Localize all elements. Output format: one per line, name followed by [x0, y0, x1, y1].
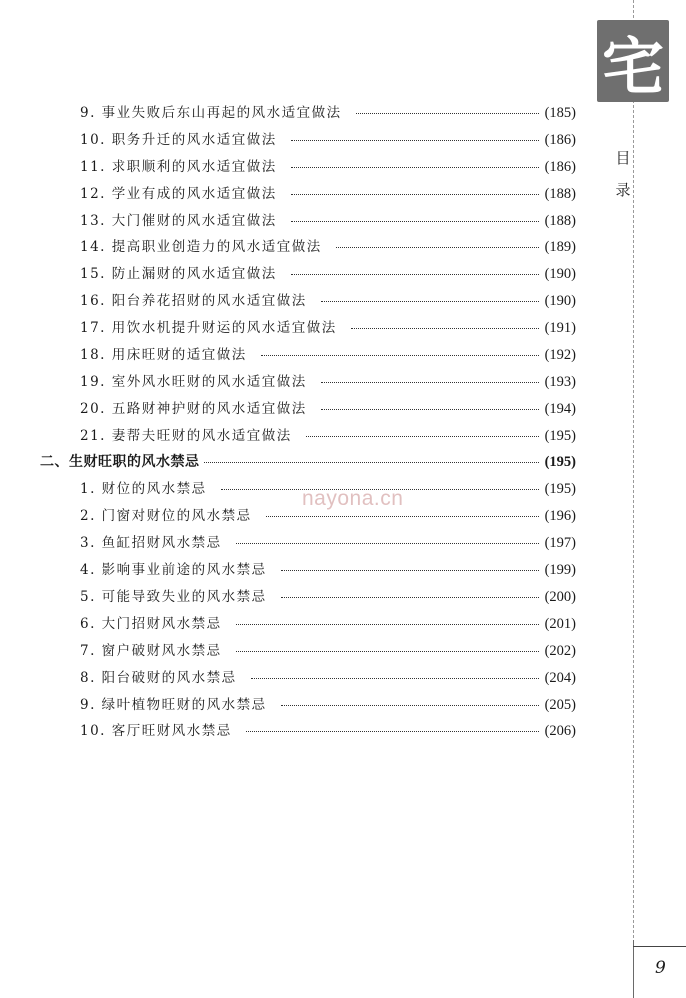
toc-entry-title: 3. 鱼缸招财风水禁忌 [80, 535, 222, 552]
toc-dot-leader [351, 328, 539, 329]
toc-dot-leader [336, 247, 539, 248]
toc-entry-page: (199) [544, 562, 576, 579]
toc-entry[interactable] [40, 155, 576, 182]
toc-entry-page: (195) [544, 427, 576, 444]
toc-entry-title: 2. 门窗对财位的风水禁忌 [80, 508, 252, 525]
toc-dot-leader [236, 651, 539, 652]
table-of-contents [40, 101, 576, 746]
toc-dot-leader [261, 355, 539, 356]
toc-entry-title: 18. 用床旺财的适宜做法 [80, 347, 247, 364]
toc-entry-title: 4. 影响事业前途的风水禁忌 [80, 562, 267, 579]
chapter-badge-char: 宅 [601, 29, 664, 103]
toc-entry-page: (197) [544, 535, 576, 552]
toc-entry-page: (191) [544, 320, 576, 337]
toc-entry[interactable] [40, 666, 576, 693]
toc-dot-leader [246, 731, 539, 732]
toc-dot-leader [291, 274, 539, 275]
toc-entry-title: 15. 防止漏财的风水适宜做法 [80, 266, 277, 283]
toc-entry-page: (189) [544, 239, 576, 256]
toc-entry-page: (186) [544, 158, 576, 175]
toc-section-heading[interactable] [40, 451, 576, 478]
toc-entry-title: 16. 阳台养花招财的风水适宜做法 [80, 293, 307, 310]
toc-entry[interactable] [40, 209, 576, 236]
watermark: nayona.cn [302, 487, 404, 510]
toc-entry-title: 20. 五路财神护财的风水适宜做法 [80, 400, 307, 417]
toc-entry-page: (194) [544, 400, 576, 417]
toc-dot-leader [321, 301, 539, 302]
toc-entry-page: (202) [544, 642, 576, 659]
toc-entry[interactable] [40, 612, 576, 639]
toc-entry-page: (192) [544, 347, 576, 364]
toc-entry-page: (201) [544, 615, 576, 632]
toc-entry-page: (188) [544, 185, 576, 202]
toc-entry[interactable] [40, 182, 576, 209]
section-label [611, 142, 635, 206]
toc-entry-title: 10. 职务升迁的风水适宜做法 [80, 131, 277, 148]
toc-entry[interactable] [40, 128, 576, 155]
toc-entry-title: 13. 大门催财的风水适宜做法 [80, 212, 277, 229]
toc-dot-leader [356, 113, 539, 114]
toc-entry[interactable] [40, 101, 576, 128]
toc-dot-leader [321, 409, 539, 410]
toc-dot-leader [306, 436, 539, 437]
toc-entry[interactable] [40, 693, 576, 720]
toc-entry[interactable] [40, 719, 576, 746]
toc-entry-page: (200) [544, 589, 576, 606]
toc-entry-title: 6. 大门招财风水禁忌 [80, 615, 222, 632]
toc-entry-page: (193) [544, 373, 576, 390]
toc-entry-title: 12. 学业有成的风水适宜做法 [80, 185, 277, 202]
toc-dot-leader [251, 678, 539, 679]
chapter-badge [597, 20, 669, 102]
toc-entry-page: (204) [544, 669, 576, 686]
toc-entry[interactable] [40, 343, 576, 370]
toc-entry[interactable] [40, 639, 576, 666]
toc-dot-leader [281, 705, 539, 706]
toc-entry-title: 1. 财位的风水禁忌 [80, 481, 207, 498]
toc-entry[interactable] [40, 262, 576, 289]
toc-entry[interactable] [40, 289, 576, 316]
toc-entry-page: (186) [544, 131, 576, 148]
toc-entry[interactable] [40, 585, 576, 612]
toc-entry-page: (190) [544, 293, 576, 310]
toc-entry-page: (205) [544, 696, 576, 713]
toc-entry-page: (206) [544, 723, 576, 740]
toc-entry-title: 19. 室外风水旺财的风水适宜做法 [80, 373, 307, 390]
toc-entry-title: 14. 提高职业创造力的风水适宜做法 [80, 239, 322, 256]
page-number: 9 [655, 958, 666, 978]
toc-entry-title: 5. 可能导致失业的风水禁忌 [80, 589, 267, 606]
toc-entry[interactable] [40, 370, 576, 397]
toc-entry[interactable] [40, 397, 576, 424]
toc-entry-title: 17. 用饮水机提升财运的风水适宜做法 [80, 320, 337, 337]
toc-entry-title: 二、生财旺职的风水禁忌 [40, 453, 200, 470]
toc-entry[interactable] [40, 531, 576, 558]
toc-entry-title: 7. 窗户破财风水禁忌 [80, 642, 222, 659]
toc-dot-leader [204, 462, 539, 463]
toc-entry-page: (195) [544, 453, 576, 470]
toc-dot-leader [291, 221, 539, 222]
toc-dot-leader [281, 597, 539, 598]
toc-dot-leader [321, 382, 539, 383]
toc-entry-title: 9. 绿叶植物旺财的风水禁忌 [80, 696, 267, 713]
toc-entry[interactable] [40, 558, 576, 585]
section-label-char: 录 [615, 181, 631, 199]
toc-dot-leader [291, 167, 539, 168]
toc-dot-leader [236, 543, 539, 544]
toc-dot-leader [291, 194, 539, 195]
toc-entry-title: 8. 阳台破财的风水禁忌 [80, 669, 237, 686]
toc-entry-page: (196) [544, 508, 576, 525]
page-number-rule [633, 946, 686, 947]
toc-entry-page: (195) [544, 481, 576, 498]
toc-entry[interactable] [40, 316, 576, 343]
toc-entry-page: (188) [544, 212, 576, 229]
toc-entry[interactable] [40, 235, 576, 262]
toc-entry-title: 10. 客厅旺财风水禁忌 [80, 723, 232, 740]
toc-entry-page: (190) [544, 266, 576, 283]
toc-entry-title: 11. 求职顺利的风水适宜做法 [80, 158, 277, 175]
toc-entry[interactable] [40, 424, 576, 451]
toc-dot-leader [266, 516, 539, 517]
toc-entry-title: 9. 事业失败后东山再起的风水适宜做法 [80, 105, 342, 121]
toc-entry-title: 21. 妻帮夫旺财的风水适宜做法 [80, 427, 292, 444]
toc-entry-page: (185) [544, 105, 576, 121]
toc-dot-leader [281, 570, 539, 571]
section-label-char: 目 [615, 149, 631, 167]
sidebar-divider-bottom [633, 940, 634, 998]
toc-dot-leader [236, 624, 539, 625]
toc-dot-leader [291, 140, 539, 141]
